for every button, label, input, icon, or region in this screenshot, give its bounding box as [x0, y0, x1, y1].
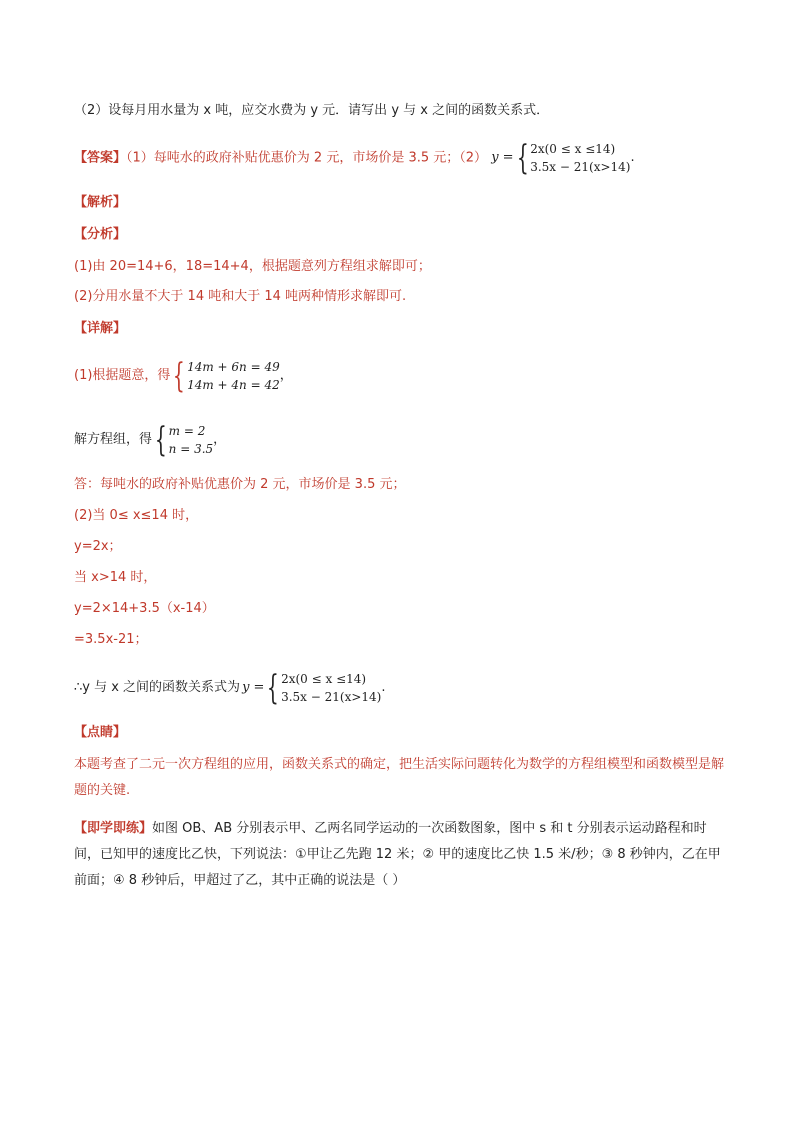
step1-eq2: 14m + 4n = 42	[187, 378, 280, 392]
conclusion-end: .	[381, 680, 386, 695]
xiangjie-tag: 【详解】	[74, 321, 127, 336]
dianjing-tag: 【点睛】	[74, 725, 127, 740]
step2-suffix: ，	[213, 432, 227, 447]
case-b: 当 x>14 时，	[74, 570, 157, 585]
step2-prefix: 解方程组，得	[74, 432, 153, 447]
answer-y: y =	[491, 150, 514, 165]
dianjing-text: 本题考查了二元一次方程组的应用，函数关系式的确定，把生活实际问题转化为数学的方程组模型和函数模型是解题的关键.	[74, 757, 725, 798]
practice-tag: 【即学即练】	[74, 821, 153, 836]
conclusion-prefix: ∴y 与 x 之间的函数关系式为	[74, 680, 241, 695]
step2-line	[74, 422, 226, 458]
brace-icon: {	[516, 138, 529, 178]
fenxi-line-2: (2)分用水量不大于 14 吨和大于 14 吨两种情形求解即可.	[74, 289, 407, 304]
result-a: y=2x；	[74, 539, 122, 554]
conclusion-y: y =	[242, 680, 265, 695]
jiexi-tag: 【解析】	[74, 195, 127, 210]
brace-icon: {	[173, 356, 186, 396]
answer-end: .	[630, 150, 635, 165]
answer-case-2: 3.5x − 21(x>14)	[530, 160, 631, 174]
case-a: (2)当 0≤ x≤14 时，	[74, 508, 199, 523]
step1-prefix: (1)根据题意，得	[74, 368, 171, 383]
fenxi-tag: 【分析】	[74, 227, 127, 242]
step1-line	[74, 358, 293, 394]
conclusion-case-2: 3.5x − 21(x>14)	[281, 690, 382, 704]
answer-line	[74, 140, 635, 176]
answer-1: 答：每吨水的政府补贴优惠价为 2 元，市场价是 3.5 元；	[74, 477, 406, 492]
conclusion-line	[74, 670, 385, 706]
answer-case-1: 2x(0 ≤ x ≤14)	[530, 142, 616, 156]
step2-eq1: m = 2	[168, 424, 206, 438]
result-b-1: y=2×14+3.5（x-14）	[74, 601, 215, 616]
brace-icon: {	[154, 420, 167, 460]
brace-icon: {	[267, 668, 280, 708]
fenxi-line-1: (1)由 20=14+6，18=14+4，根据题意列方程组求解即可；	[74, 259, 431, 274]
practice-text: 如图 OB、AB 分别表示甲、乙两名同学运动的一次函数图象，图中 s 和 t 分别表示运动路程和时间，已知甲的速度比乙快，下列说法：①甲让乙先跑 12 米；② 甲的速度比乙快 1.5 米/秒；③ 8 秒钟内，乙在甲前面；④ 8 秒钟后，甲超过了乙，其中正确的说法是（ ）	[74, 821, 721, 888]
step1-suffix: ，	[279, 368, 293, 383]
answer-piecewise	[491, 140, 634, 176]
answer-text: （1）每吨水的政府补贴优惠价为 2 元，市场价是 3.5 元；（2）	[126, 150, 488, 166]
practice-block	[74, 816, 724, 894]
question-part-2: （2）设每月用水量为 x 吨，应交水费为 y 元．请写出 y 与 x 之间的函数关系式．	[74, 103, 550, 118]
step1-eq1: 14m + 6n = 49	[187, 360, 280, 374]
answer-tag: 【答案】	[74, 150, 127, 166]
result-b-2: =3.5x-21；	[74, 632, 148, 647]
conclusion-case-1: 2x(0 ≤ x ≤14)	[281, 672, 367, 686]
step2-eq2: n = 3.5	[168, 442, 214, 456]
